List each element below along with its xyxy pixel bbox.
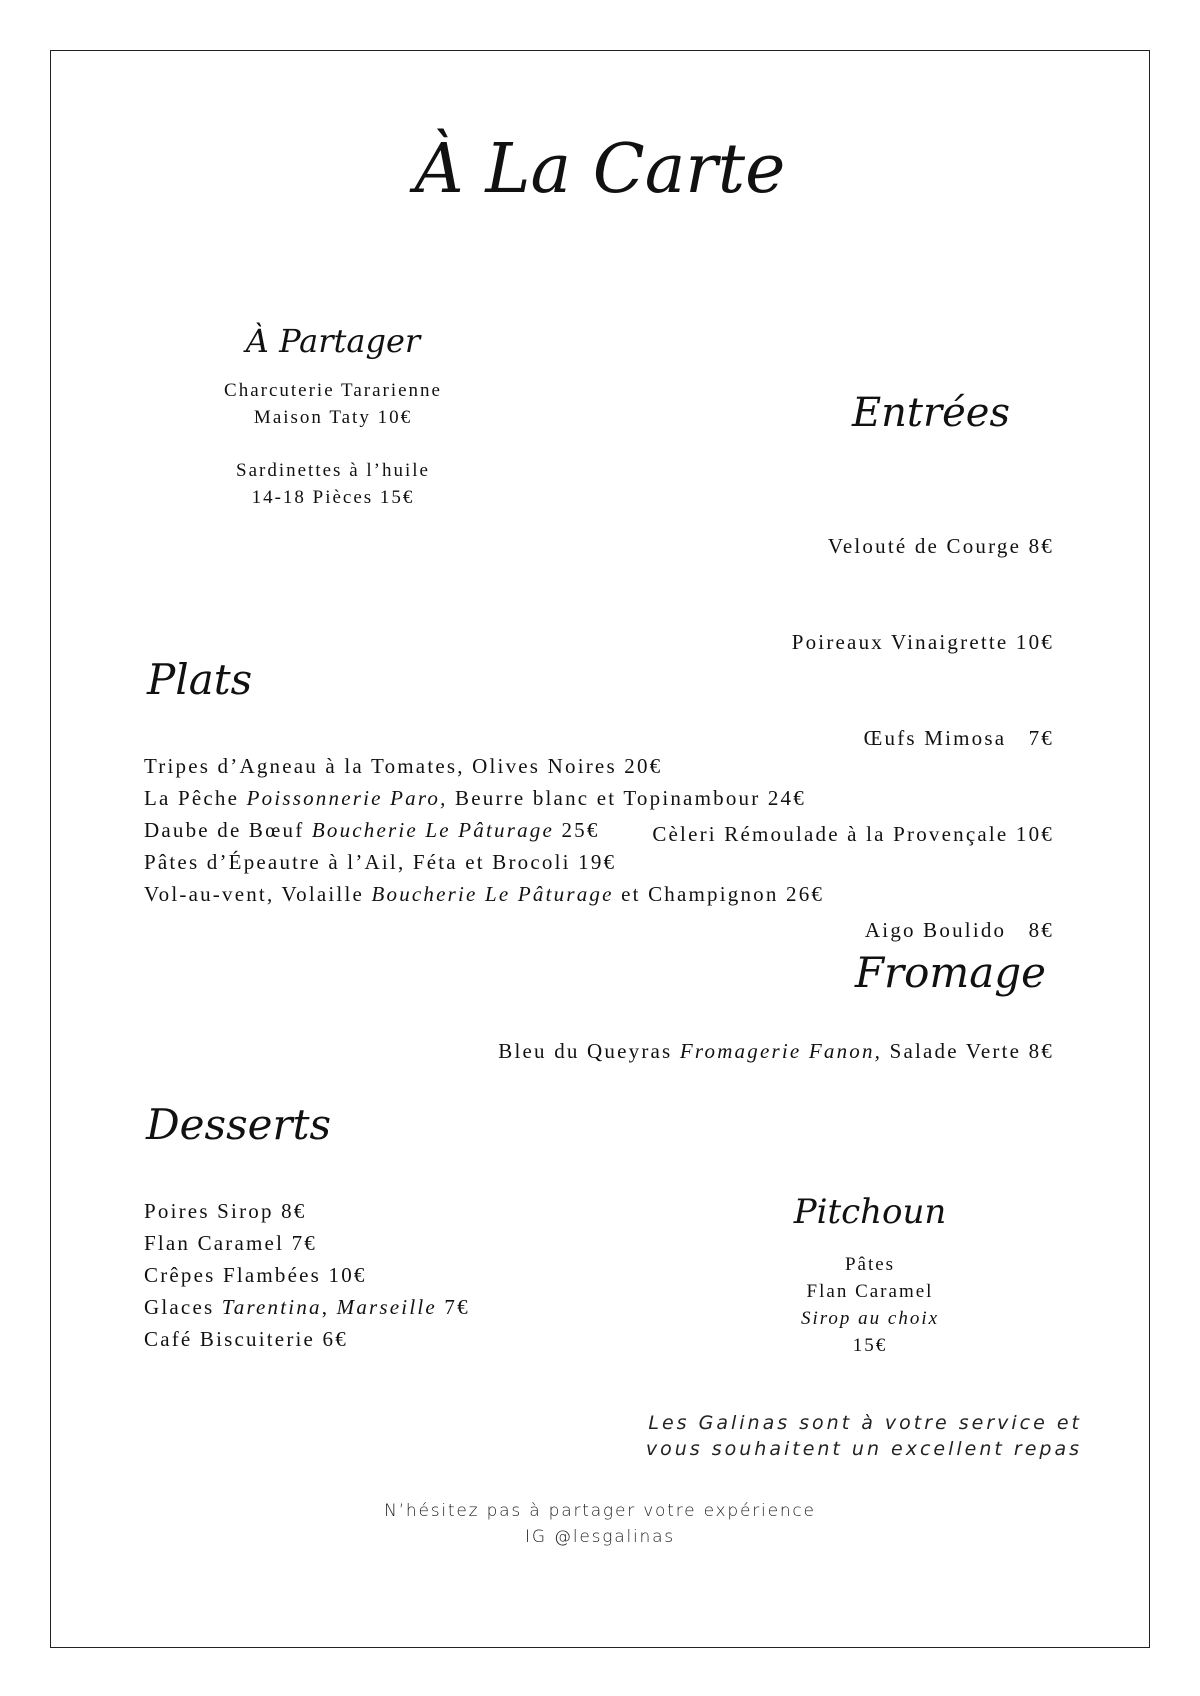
list-item: Cèleri Rémoulade à la Provençale 10€ [652,822,1054,846]
item-name: Charcuterie Tararienne [224,380,442,401]
footer [384,1498,816,1550]
service-message [646,1410,1082,1462]
list-item: Œufs Mimosa 7€ [863,726,1054,750]
list-item: Pâtes d’Épeautre à l’Ail, Féta et Brocoli 19€ [144,850,617,874]
footer-line: N’hésitez pas à partager votre expérience [384,1501,816,1521]
item-name: Sardinettes à l’huile [236,460,430,481]
list-item: Pâtes [844,1254,896,1275]
section-heading-plats: Plats [147,655,253,704]
item-detail: 14-18 Pièces 15€ [251,487,415,508]
list-item: Poireaux Vinaigrette 10€ [791,630,1054,654]
instagram-handle[interactable]: IG @lesgalinas [525,1527,675,1547]
page-title: À La Carte [414,130,786,209]
plats-list [144,750,824,910]
section-heading-partager: À Partager [245,322,421,360]
list-item: Café Biscuiterie 6€ [144,1327,348,1351]
list-item: Flan Caramel [806,1281,934,1302]
list-item: La Pêche Poissonnerie Paro, Beurre blanc et Topinambour 24€ [144,786,806,810]
list-item: Glaces Tarentina, Marseille 7€ [144,1295,470,1319]
list-item: Flan Caramel 7€ [144,1231,317,1255]
list-item: Poires Sirop 8€ [144,1199,307,1223]
list-item: Velouté de Courge 8€ [827,534,1054,558]
pitchoun-list [801,1251,939,1359]
list-item [224,377,442,431]
service-line: vous souhaitent un excellent repas [645,1438,1082,1460]
list-item: Aigo Boulido 8€ [864,918,1054,942]
section-heading-pitchoun: Pitchoun [793,1192,947,1232]
section-heading-desserts: Desserts [146,1100,332,1149]
list-item: Daube de Bœuf Boucherie Le Pâturage 25€ [144,818,600,842]
list-item: Bleu du Queyras Fromagerie Fanon, Salade Verte 8€ [498,1039,1054,1063]
item-detail: Maison Taty 10€ [253,407,413,428]
price: 15€ [852,1335,888,1356]
list-item: Vol-au-vent, Volaille Boucherie Le Pâturage et Champignon 26€ [144,882,825,906]
list-item: Crêpes Flambées 10€ [144,1263,367,1287]
section-heading-fromage: Fromage [854,948,1046,997]
list-item: Tripes d’Agneau à la Tomates, Olives Noires 20€ [144,754,663,778]
service-line: Les Galinas sont à votre service et [648,1412,1082,1434]
list-item: Sirop au choix [800,1308,940,1329]
section-heading-entrees: Entrées [851,390,1010,436]
desserts-list [144,1195,470,1355]
list-item [236,457,430,511]
